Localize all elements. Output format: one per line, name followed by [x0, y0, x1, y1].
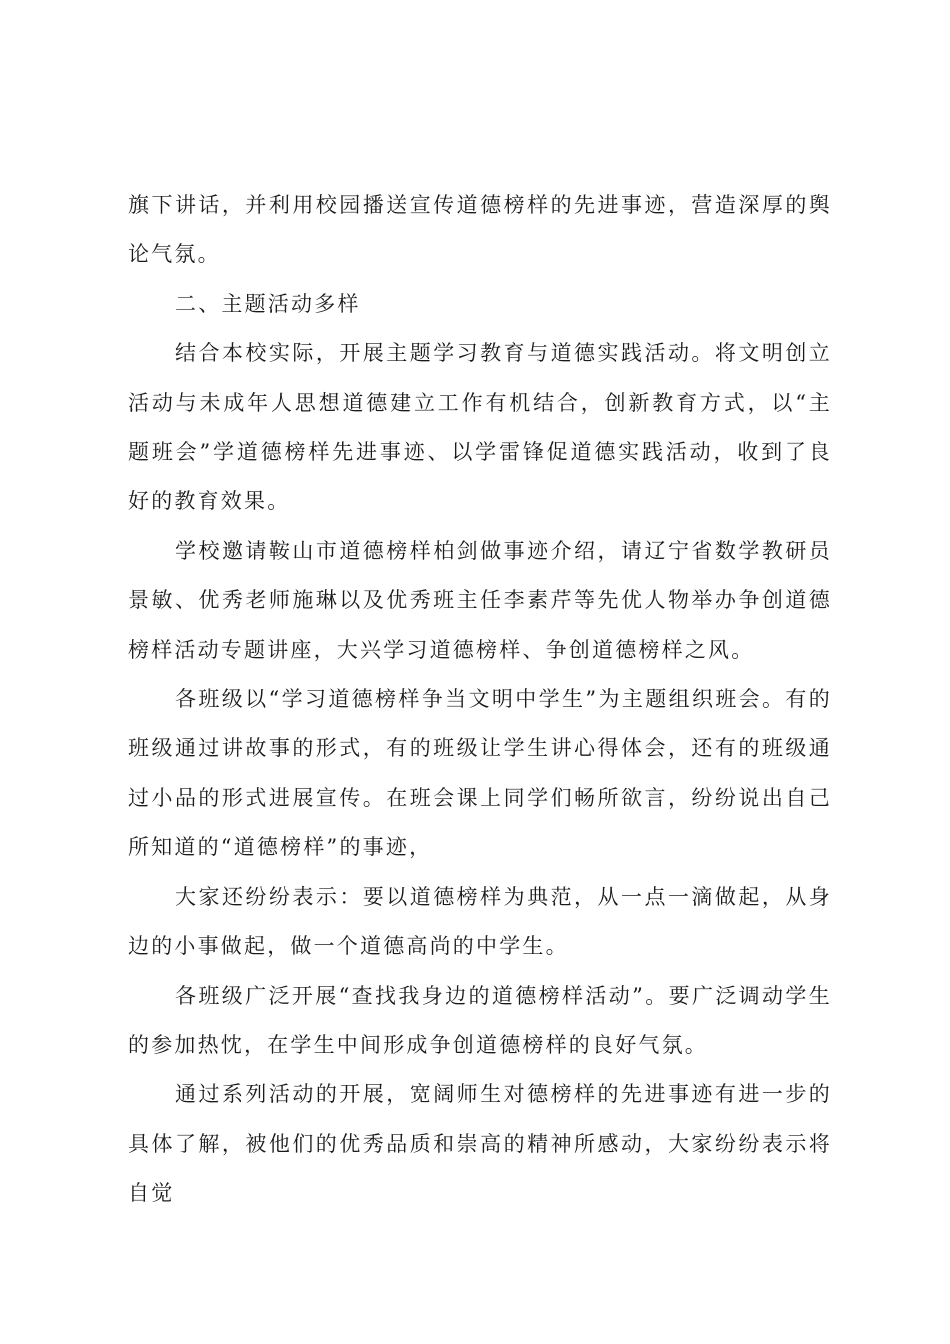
paragraph: 各班级广泛开展“查找我身边的道德榜样活动”。要广泛调动学生的参加热忱，在学生中间形成争创道德榜样的良好气氛。 — [128, 983, 832, 1057]
paragraph-continuation: 旗下讲话，并利用校园播送宣传道德榜样的先进事迹，营造深厚的舆论气氛。 — [128, 193, 832, 267]
section-heading: 二、主题活动多样 — [175, 291, 361, 316]
paragraph: 结合本校实际，开展主题学习教育与道德实践活动。将文明创立活动与未成年人思想道德建立工作有机结合，创新教育方式，以“主题班会”学道德榜样先进事迹、以学雷锋促道德实践活动，收到了良好的教育效果。 — [128, 341, 832, 514]
paragraph: 大家还纷纷表示：要以道德榜样为典范，从一点一滴做起，从身边的小事做起，做一个道德高尚的中学生。 — [128, 884, 832, 959]
paragraph: 学校邀请鞍山市道德榜样柏剑做事迹介绍，请辽宁省数学教研员景敏、优秀老师施琳以及优秀班主任李素芹等先优人物举办争创道德榜样活动专题讲座，大兴学习道德榜样、争创道德榜样之风。 — [128, 538, 832, 662]
paragraph: 通过系列活动的开展，宽阔师生对德榜样的先进事迹有进一步的具体了解，被他们的优秀品质和崇高的精神所感动，大家纷纷表示将自觉 — [128, 1082, 832, 1206]
paragraph: 各班级以“学习道德榜样争当文明中学生”为主题组织班会。有的班级通过讲故事的形式，有的班级让学生讲心得体会，还有的班级通过小品的形式进展宣传。在班会课上同学们畅所欲言，纷纷说出自己所知道的“道德榜样”的事迹， — [128, 687, 832, 860]
document-body — [128, 181, 832, 1219]
